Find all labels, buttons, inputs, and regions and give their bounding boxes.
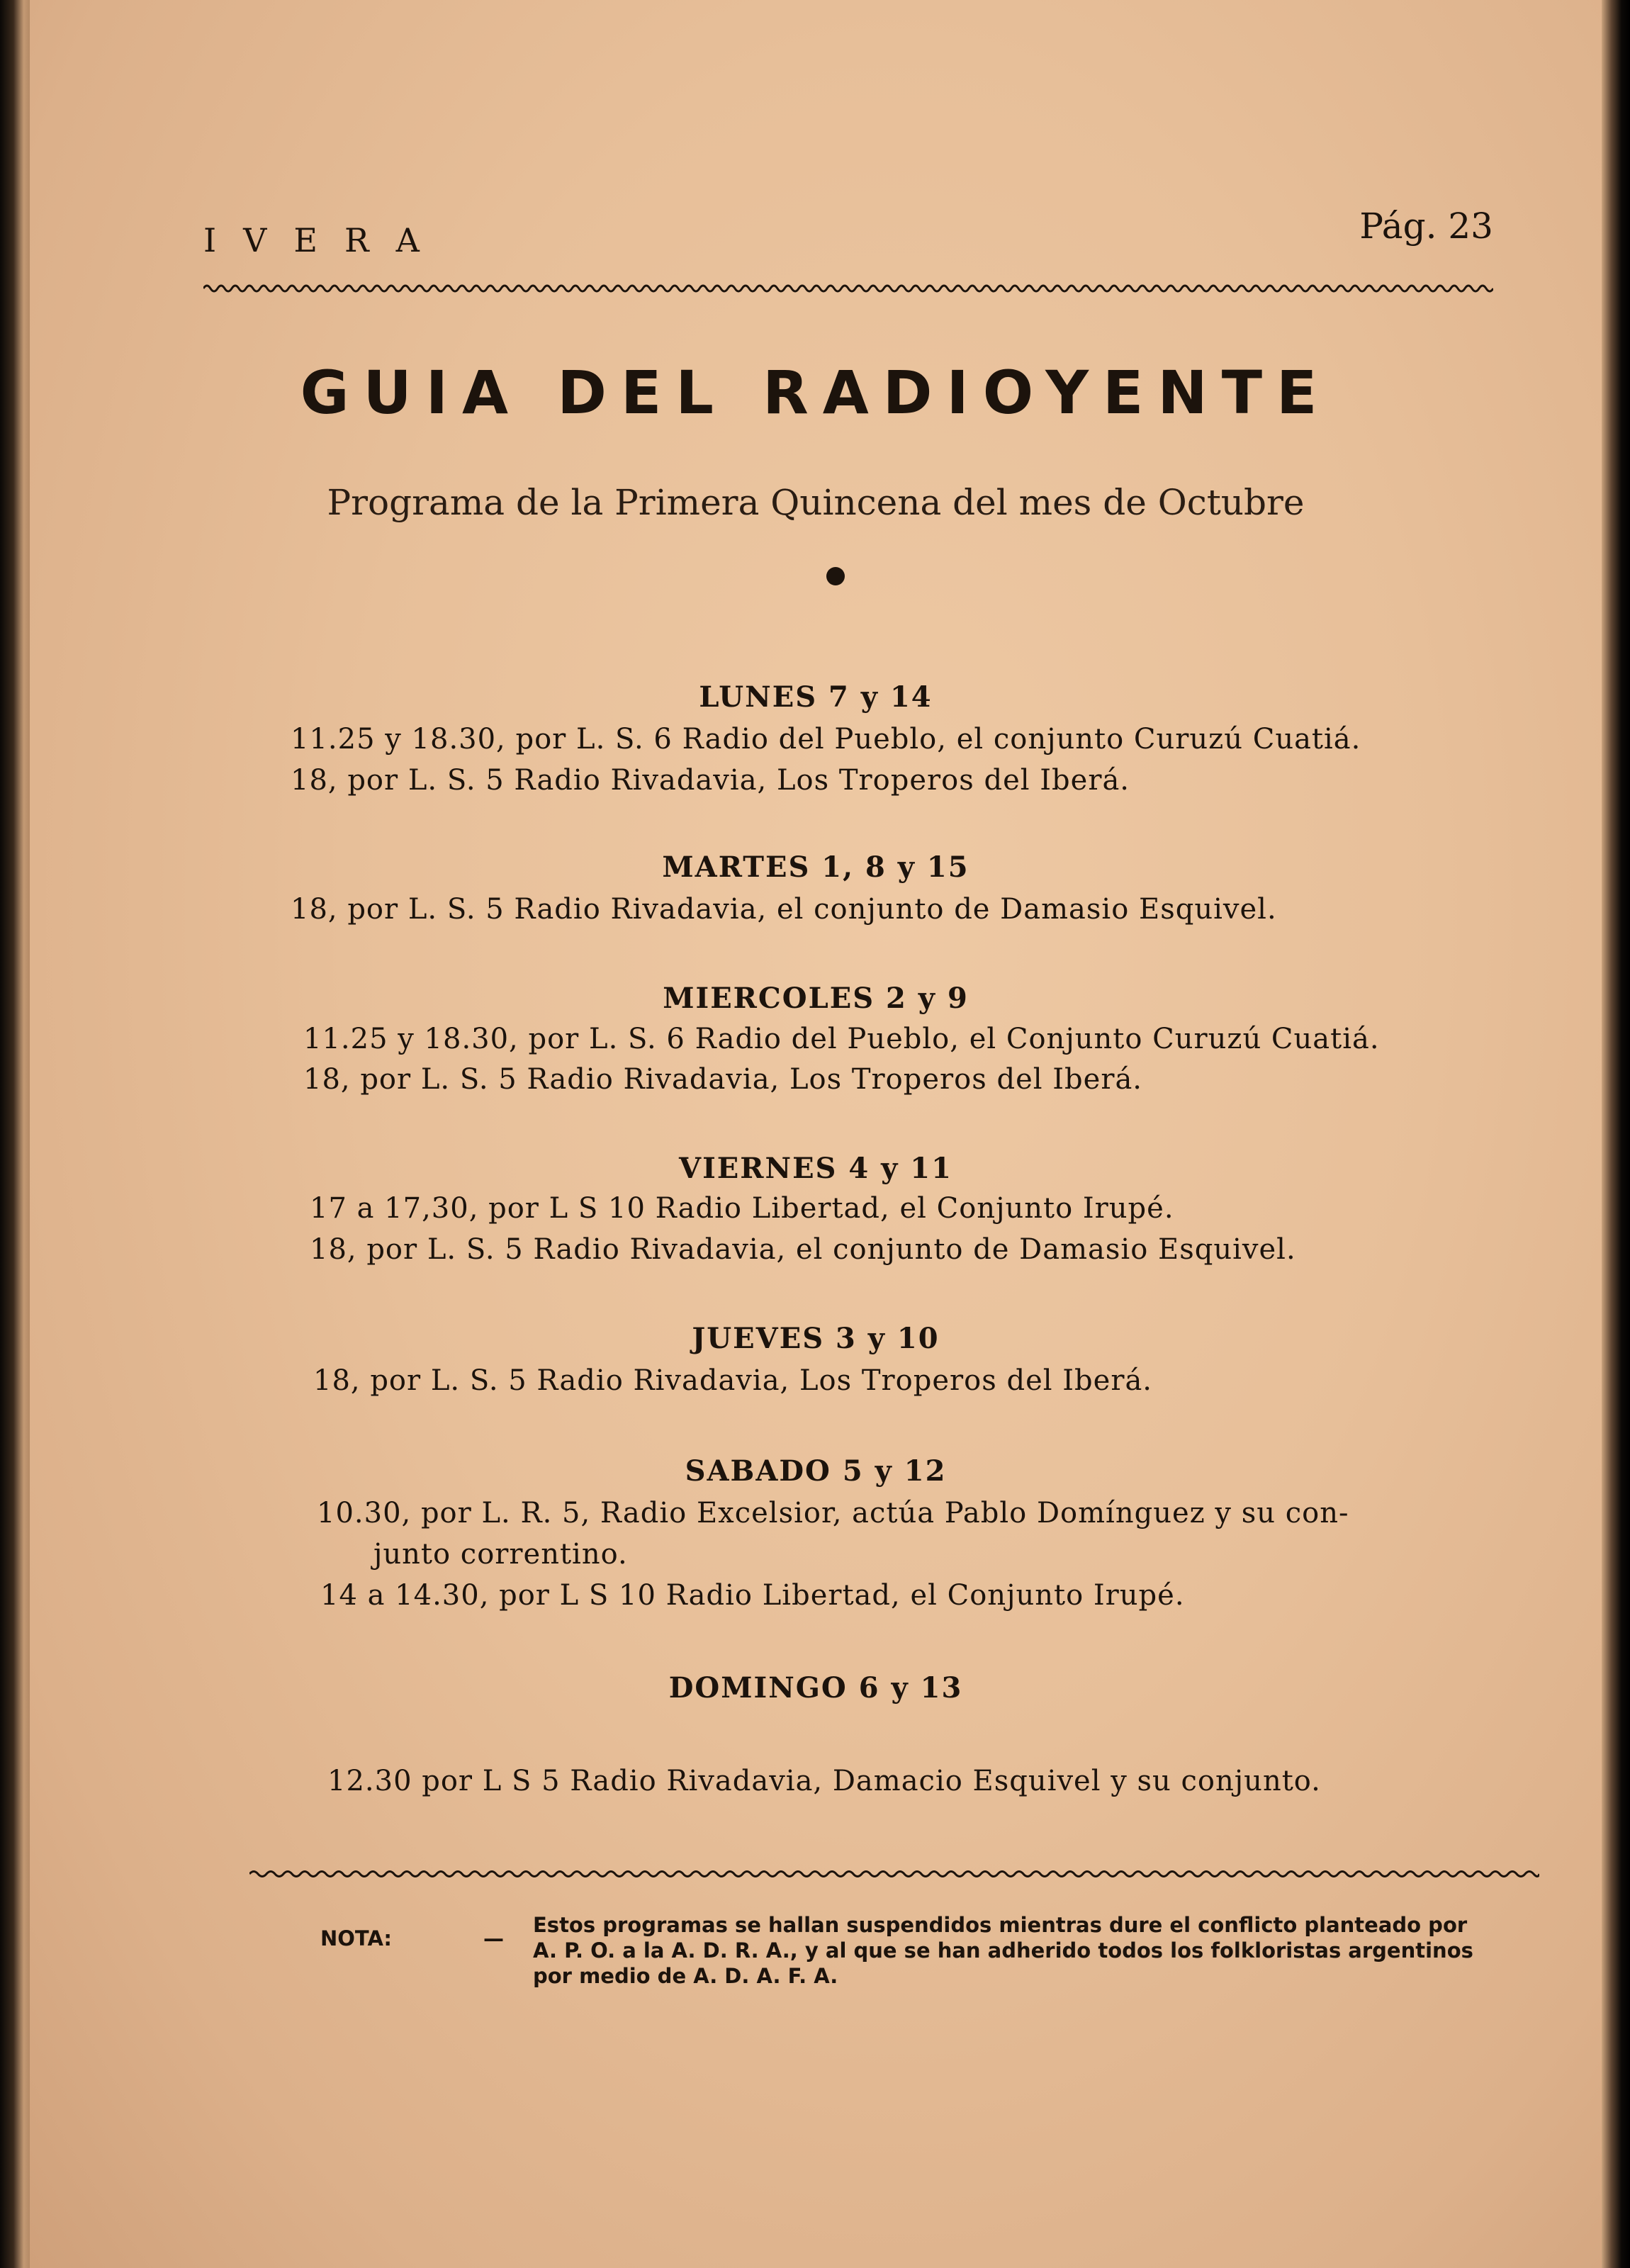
- day-heading-domingo: DOMINGO 6 y 13: [668, 1671, 963, 1705]
- schedule-line: 12.30 por L S 5 Radio Rivadavia, Damacio Esquivel y su conjunto.: [327, 1765, 1321, 1797]
- book-page: [30, 0, 1602, 2268]
- day-heading-sabado: SABADO 5 y 12: [685, 1454, 947, 1488]
- book-spine: [0, 0, 30, 2268]
- bullet-ornament: [826, 567, 845, 585]
- day-heading-viernes: VIERNES 4 y 11: [679, 1152, 952, 1185]
- header-wavy-rule: [203, 280, 1493, 297]
- schedule-line: 10.30, por L. R. 5, Radio Excelsior, actúa Pablo Domínguez y su con-: [317, 1497, 1349, 1529]
- schedule-line: 11.25 y 18.30, por L. S. 6 Radio del Pueblo, el Conjunto Curuzú Cuatiá.: [303, 1023, 1380, 1055]
- schedule-line: 14 a 14.30, por L S 10 Radio Libertad, el Conjunto Irupé.: [320, 1579, 1185, 1612]
- footnote-label: NOTA:: [320, 1926, 393, 1950]
- page-edge: [1602, 0, 1630, 2268]
- schedule-line: 18, por L. S. 5 Radio Rivadavia, el conjunto de Damasio Esquivel.: [291, 893, 1277, 926]
- schedule-line: 11.25 y 18.30, por L. S. 6 Radio del Pueblo, el conjunto Curuzú Cuatiá.: [291, 723, 1361, 756]
- schedule-line: junto correntino.: [373, 1538, 628, 1571]
- page-subtitle: Programa de la Primera Quincena del mes de Octubre: [327, 482, 1305, 523]
- schedule-line: 18, por L. S. 5 Radio Rivadavia, Los Troperos del Iberá.: [291, 764, 1130, 797]
- footer-wavy-rule: [249, 1865, 1539, 1882]
- day-heading-jueves: JUEVES 3 y 10: [692, 1322, 940, 1355]
- footnote-dash: —: [483, 1926, 504, 1950]
- schedule-line: 18, por L. S. 5 Radio Rivadavia, Los Troperos del Iberá.: [313, 1364, 1153, 1397]
- schedule-line: 17 a 17,30, por L S 10 Radio Libertad, el Conjunto Irupé.: [310, 1192, 1174, 1225]
- page-title: GUIA DEL RADIOYENTE: [300, 358, 1332, 427]
- magazine-name: IVERA: [203, 221, 446, 259]
- page-header: [203, 206, 1493, 269]
- page-number: Pág. 23: [1359, 206, 1493, 247]
- footnote-text: Estos programas se hallan suspendidos mientras dure el conflicto planteado por A. P. O. a la A. D. R. A., y al que se han adherido todos los folkloristas argentinos por medio de A. D. A. F. A.: [533, 1913, 1473, 1988]
- schedule-line: 18, por L. S. 5 Radio Rivadavia, Los Troperos del Iberá.: [303, 1063, 1143, 1096]
- day-heading-lunes: LUNES 7 y 14: [699, 680, 933, 714]
- schedule-line: 18, por L. S. 5 Radio Rivadavia, el conjunto de Damasio Esquivel.: [310, 1233, 1296, 1266]
- day-heading-miercoles: MIERCOLES 2 y 9: [663, 982, 969, 1015]
- day-heading-martes: MARTES 1, 8 y 15: [662, 850, 969, 884]
